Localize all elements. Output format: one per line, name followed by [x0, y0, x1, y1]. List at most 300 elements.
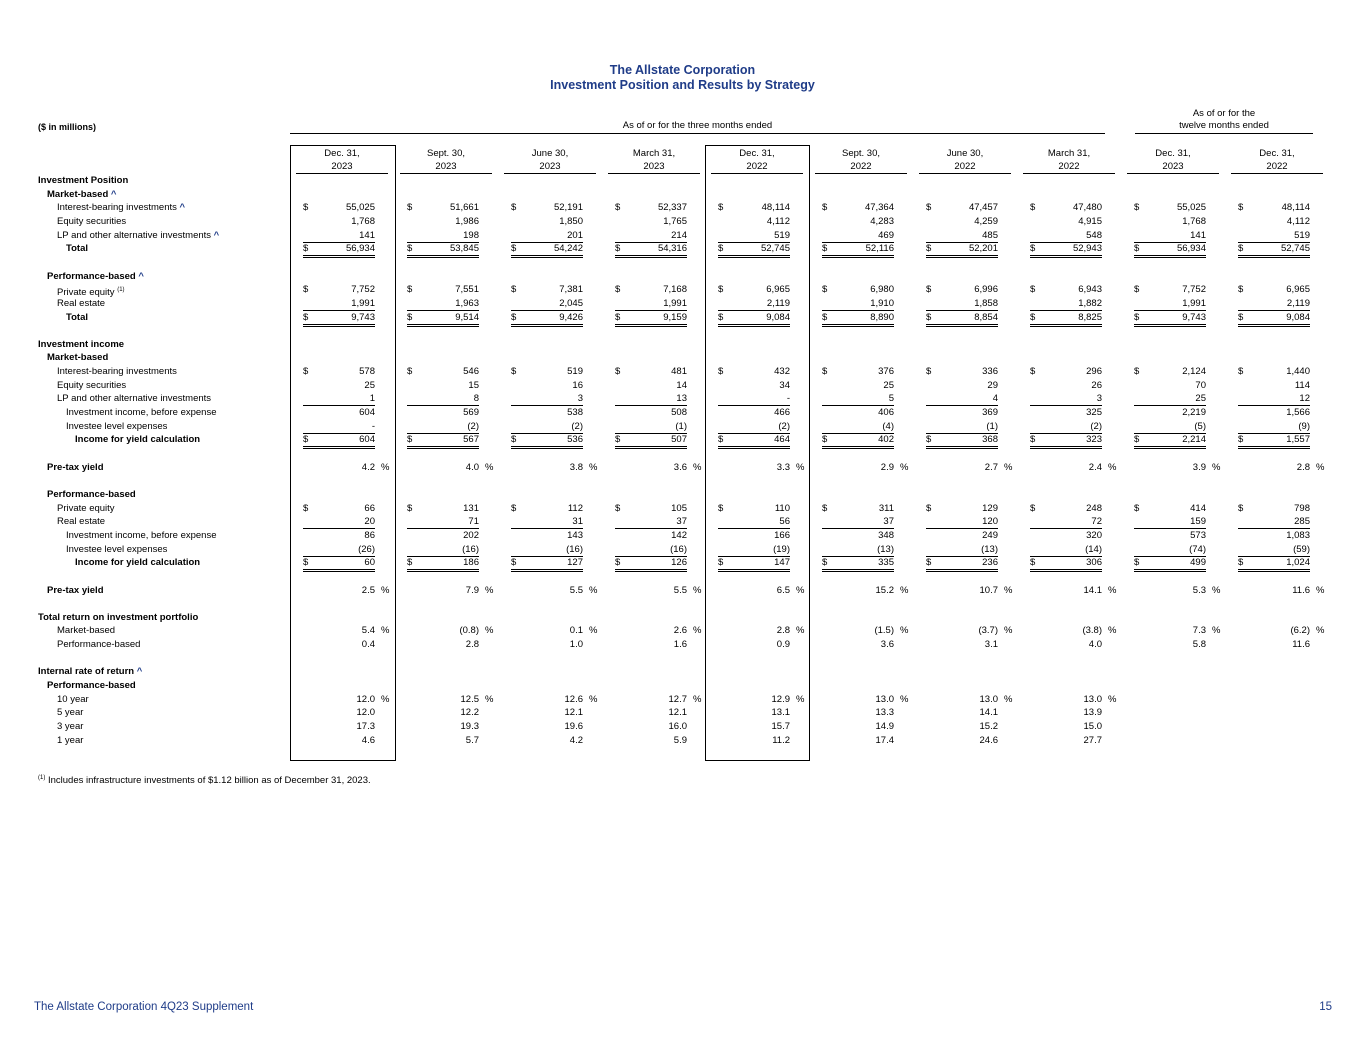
dollar-sign: $	[1030, 311, 1036, 323]
dollar-sign: $	[1134, 202, 1140, 214]
table-cell	[926, 312, 998, 327]
table-cell	[1134, 393, 1206, 406]
column-header-line2: 2023	[504, 161, 596, 175]
table-cell	[1134, 625, 1221, 637]
column-header-line1: March 31,	[1047, 148, 1091, 159]
table-cell	[1030, 284, 1102, 296]
cell-value: 1,024	[1286, 557, 1310, 569]
table-cell	[511, 584, 598, 597]
cell-value: 4,915	[1078, 215, 1102, 227]
cell-value: 4,259	[974, 215, 998, 227]
table-cell	[1238, 284, 1310, 296]
cell-value: 159	[1190, 516, 1206, 528]
dollar-sign: $	[1134, 502, 1140, 514]
cell-value: 485	[982, 229, 998, 241]
cell-value: 2,119	[1286, 297, 1310, 309]
cell-value: 5.5	[673, 584, 687, 596]
percent-sign: %	[589, 461, 598, 473]
dollar-sign: $	[615, 434, 621, 446]
cell-value: 1,083	[1286, 529, 1310, 541]
table-cell	[1030, 503, 1102, 515]
cell-value: 9,743	[351, 311, 375, 323]
table-cell	[1238, 216, 1310, 228]
table-cell	[926, 393, 998, 406]
dollar-sign: $	[1134, 366, 1140, 378]
table-cell	[615, 366, 687, 378]
table-cell	[1030, 434, 1102, 449]
cell-value: 569	[463, 407, 479, 419]
percent-sign: %	[589, 693, 598, 705]
cell-value: 14	[676, 379, 687, 391]
table-cell	[511, 461, 598, 474]
table-cell	[615, 284, 687, 296]
table-cell	[1030, 557, 1102, 572]
table-cell	[718, 516, 790, 529]
table-cell	[303, 530, 375, 542]
cell-value: 25	[883, 379, 894, 391]
cell-value: (1)	[986, 420, 998, 432]
caret-marker: ^	[138, 270, 144, 282]
dollar-sign: $	[926, 243, 932, 255]
cell-value: 368	[982, 434, 998, 446]
cell-value: 48,114	[761, 202, 790, 214]
cell-value: 1,557	[1286, 434, 1310, 446]
cell-value: (0.8)	[459, 625, 479, 637]
table-cell	[303, 434, 375, 449]
cell-value: 37	[676, 516, 687, 528]
table-cell	[1134, 503, 1206, 515]
cell-value: 0.1	[569, 625, 583, 637]
row-label-text: Internal rate of return	[38, 666, 135, 678]
table-cell	[511, 503, 583, 515]
table-cell	[407, 243, 479, 258]
table-cell	[718, 366, 790, 378]
cell-value: 16.0	[668, 721, 687, 732]
table-cell	[303, 243, 375, 258]
cell-value: 25	[1195, 393, 1206, 405]
row-label-text: Performance-based	[47, 680, 136, 692]
percent-sign: %	[693, 693, 702, 705]
cell-value: 1,986	[455, 215, 479, 227]
cell-value: 25	[364, 379, 375, 391]
column-header	[1023, 148, 1115, 174]
table-cell	[1134, 530, 1206, 542]
row-label-text: Pre-tax yield	[47, 584, 104, 596]
table-cell	[1134, 639, 1206, 651]
table-cell	[822, 707, 894, 719]
row-label-text: Real estate	[57, 516, 106, 528]
cell-value: 6,996	[974, 284, 998, 296]
table-cell	[407, 230, 479, 243]
cell-value: 285	[1294, 516, 1310, 528]
row-label-text: Income for yield calculation	[75, 434, 201, 446]
percent-sign: %	[589, 625, 598, 637]
table-cell	[822, 693, 909, 706]
dollar-sign: $	[511, 502, 517, 514]
row-label-text: 10 year	[57, 693, 89, 705]
table-cell	[718, 530, 790, 542]
percent-sign: %	[1108, 461, 1117, 473]
dollar-sign: $	[1030, 202, 1036, 214]
cell-value: 71	[468, 516, 479, 528]
table-cell	[511, 312, 583, 327]
table-cell	[1238, 380, 1310, 392]
column-header-line1: Sept. 30,	[841, 148, 881, 159]
table-cell	[822, 584, 909, 597]
column-header-line1: June 30,	[946, 148, 984, 159]
cell-value: 201	[567, 229, 583, 241]
table-cell	[1030, 393, 1102, 406]
table-cell	[407, 434, 479, 449]
table-cell	[1030, 461, 1117, 474]
row-label-text: Equity securities	[57, 379, 127, 391]
table-cell	[615, 461, 702, 474]
dollar-sign: $	[511, 434, 517, 446]
cell-value: 3.6	[880, 639, 894, 651]
footnote-mark: (1)	[38, 775, 46, 781]
percent-sign: %	[1004, 461, 1013, 473]
cell-value: (1.5)	[874, 625, 894, 637]
table-cell	[1134, 243, 1206, 258]
cell-value: (59)	[1293, 543, 1310, 555]
table-cell	[1134, 312, 1206, 327]
caret-marker: ^	[136, 666, 143, 678]
table-cell	[511, 639, 583, 651]
dollar-sign: $	[822, 284, 828, 296]
cell-value: 3.9	[1192, 461, 1206, 473]
row-label	[66, 530, 217, 542]
table-cell	[615, 693, 702, 706]
cell-value: 147	[774, 557, 790, 569]
cell-value: 3.3	[776, 461, 790, 473]
cell-value: 60	[364, 557, 375, 569]
cell-value: 2.8	[465, 639, 479, 651]
column-header-line1: Sept. 30,	[426, 148, 466, 159]
dollar-sign: $	[615, 311, 621, 323]
table-cell	[407, 202, 479, 214]
table-cell	[407, 584, 494, 597]
cell-value: 432	[774, 366, 790, 378]
table-cell	[1030, 380, 1102, 392]
table-cell	[1238, 434, 1310, 449]
cell-value: -	[371, 420, 375, 432]
cell-value: 2,119	[766, 297, 790, 309]
table-cell	[926, 516, 998, 529]
table-cell	[1134, 380, 1206, 392]
cell-value: 13	[676, 393, 687, 405]
row-label-text: Total	[66, 311, 88, 323]
dollar-sign: $	[511, 243, 517, 255]
cell-value: 16	[572, 379, 583, 391]
table-cell	[615, 421, 687, 434]
dollar-sign: $	[718, 557, 724, 569]
table-cell	[1134, 216, 1206, 228]
dollar-sign: $	[926, 366, 932, 378]
table-cell	[822, 421, 894, 434]
table-cell	[1238, 421, 1310, 434]
table-cell	[718, 639, 790, 651]
table-cell	[822, 516, 894, 529]
dollar-sign: $	[718, 202, 724, 214]
table-cell	[407, 721, 479, 733]
cell-value: 546	[463, 366, 479, 378]
dollar-sign: $	[615, 243, 621, 255]
table-cell	[303, 366, 375, 378]
table-cell	[615, 230, 687, 243]
row-label	[57, 380, 126, 392]
cell-value: 20	[364, 516, 375, 528]
table-cell	[1134, 434, 1206, 449]
percent-sign: %	[485, 693, 494, 705]
cell-value: 464	[774, 434, 790, 446]
table-cell	[407, 284, 479, 296]
table-cell	[1030, 407, 1102, 419]
cell-value: 11.6	[1292, 639, 1310, 651]
row-label-text: 3 year	[57, 721, 84, 732]
table-cell	[1030, 312, 1102, 327]
dollar-sign: $	[1238, 284, 1244, 296]
cell-value: 11.6	[1292, 584, 1310, 596]
cell-value: 14.9	[875, 721, 894, 732]
dollar-sign: $	[718, 284, 724, 296]
table-cell	[926, 298, 998, 311]
cell-value: 52,116	[865, 243, 894, 255]
cell-value: 325	[1086, 407, 1102, 419]
table-cell	[303, 625, 390, 637]
table-cell	[822, 735, 894, 747]
cell-value: 19.3	[460, 721, 479, 732]
table-cell	[511, 693, 598, 706]
cell-value: 19.6	[564, 721, 583, 732]
table-cell	[407, 693, 494, 706]
cell-value: 110	[774, 502, 790, 514]
dollar-sign: $	[718, 502, 724, 514]
cell-value: 54,316	[657, 243, 687, 255]
table-cell	[822, 544, 894, 557]
row-label	[66, 421, 167, 433]
dollar-sign: $	[1030, 366, 1036, 378]
dollar-sign: $	[1030, 434, 1036, 446]
cell-value: 538	[567, 407, 583, 419]
percent-sign: %	[381, 693, 390, 705]
table-cell	[1030, 202, 1102, 214]
row-label-text: Investment income	[38, 338, 125, 350]
table-cell	[407, 380, 479, 392]
cell-value: 47,364	[864, 202, 894, 214]
dollar-sign: $	[718, 243, 724, 255]
row-label-text: Real estate	[57, 297, 106, 309]
cell-value: 6,980	[870, 284, 894, 296]
cell-value: 5.7	[465, 734, 479, 746]
percent-sign: %	[900, 693, 909, 705]
cell-value: 236	[982, 557, 998, 569]
cell-value: 6,965	[1286, 284, 1310, 296]
table-cell	[615, 625, 702, 637]
cell-value: 469	[878, 229, 894, 241]
dollar-sign: $	[1030, 284, 1036, 296]
table-cell	[1238, 230, 1310, 243]
table-cell	[822, 284, 894, 296]
cell-value: 481	[671, 366, 687, 378]
cell-value: 2.4	[1088, 461, 1102, 473]
table-cell	[718, 421, 790, 434]
table-cell	[1030, 298, 1102, 311]
caret-marker: ^	[179, 202, 186, 214]
dollar-sign: $	[1238, 434, 1244, 446]
table-cell	[511, 721, 583, 733]
table-cell	[511, 380, 583, 392]
cell-value: 5.9	[673, 734, 687, 746]
dollar-sign: $	[926, 502, 932, 514]
percent-sign: %	[693, 625, 702, 637]
row-label-text: Income for yield calculation	[75, 557, 201, 569]
row-label	[38, 612, 198, 624]
cell-value: 112	[567, 502, 583, 514]
cell-value: 12.6	[564, 693, 583, 705]
row-label-text: Private equity	[57, 502, 115, 514]
cell-value: 1,991	[663, 297, 687, 309]
cell-value: 2.8	[1296, 461, 1310, 473]
cell-value: (9)	[1298, 420, 1310, 432]
table-cell	[511, 366, 583, 378]
table-cell	[1238, 393, 1310, 406]
cell-value: 15.2	[875, 584, 894, 596]
dollar-sign: $	[615, 557, 621, 569]
table-cell	[926, 693, 1013, 706]
table-cell	[1238, 503, 1310, 515]
table-cell	[1134, 584, 1221, 597]
cell-value: 567	[463, 434, 479, 446]
table-cell	[718, 735, 790, 747]
dollar-sign: $	[407, 311, 413, 323]
cell-value: (16)	[462, 543, 479, 555]
cell-value: 320	[1086, 529, 1102, 541]
cell-value: 12.1	[668, 707, 687, 719]
table-cell	[926, 243, 998, 258]
column-header-line2: 2022	[815, 161, 907, 175]
table-cell	[718, 461, 805, 474]
cell-value: 4.0	[1088, 639, 1102, 651]
cell-value: 52,337	[657, 202, 687, 214]
row-label	[38, 175, 128, 187]
cell-value: (1)	[675, 420, 687, 432]
table-cell	[511, 407, 583, 419]
group-twelve-months	[1135, 108, 1313, 132]
table-cell	[511, 557, 583, 572]
row-label-text: Equity securities	[57, 215, 127, 227]
page-subtitle: Investment Position and Results by Strategy	[550, 78, 815, 92]
row-label-text: LP and other alternative investments	[57, 393, 212, 405]
cell-value: 17.4	[875, 734, 894, 746]
row-label-text: Investment income, before expense	[66, 529, 217, 541]
dollar-sign: $	[511, 366, 517, 378]
cell-value: 166	[774, 529, 790, 541]
table-cell	[1238, 625, 1325, 637]
table-cell	[615, 735, 687, 747]
percent-sign: %	[1108, 584, 1117, 596]
row-label-text: Performance-based	[47, 270, 136, 282]
table-cell	[926, 284, 998, 296]
dollar-sign: $	[303, 557, 309, 569]
cell-value: 4,112	[766, 215, 790, 227]
cell-value: 9,084	[1286, 311, 1310, 323]
table-cell	[1134, 557, 1206, 572]
table-cell	[303, 407, 375, 419]
cell-value: (74)	[1189, 543, 1206, 555]
cell-value: 186	[463, 557, 479, 569]
row-label	[57, 707, 83, 719]
row-label-text: Total	[66, 243, 88, 255]
cell-value: 6.5	[776, 584, 790, 596]
cell-value: (3.8)	[1082, 625, 1102, 637]
table-cell	[615, 721, 687, 733]
cell-value: 8	[473, 393, 479, 405]
percent-sign: %	[1316, 461, 1325, 473]
cell-value: 7.9	[465, 584, 479, 596]
cell-value: 3	[1096, 393, 1102, 405]
cell-value: 1,910	[870, 297, 894, 309]
percent-sign: %	[381, 461, 390, 473]
cell-value: (19)	[773, 543, 790, 555]
row-label	[47, 585, 104, 597]
table-cell	[822, 639, 894, 651]
table-cell	[303, 216, 375, 228]
cell-value: 37	[883, 516, 894, 528]
row-label	[66, 312, 88, 324]
cell-value: (4)	[882, 420, 894, 432]
percent-sign: %	[796, 584, 805, 596]
cell-value: 1,850	[559, 215, 583, 227]
cell-value: 1,858	[974, 297, 998, 309]
row-label-text: Investment Position	[38, 175, 129, 186]
column-header-line2: 2023	[1127, 161, 1219, 175]
cell-value: 2.9	[880, 461, 894, 473]
cell-value: 114	[1294, 379, 1310, 391]
column-header	[919, 148, 1011, 174]
cell-value: 4.2	[361, 461, 375, 473]
table-cell	[303, 721, 375, 733]
table-cell	[511, 516, 583, 529]
cell-value: 202	[463, 529, 479, 541]
table-cell	[926, 421, 998, 434]
group-twelve-months-line2: twelve months ended	[1179, 120, 1269, 131]
row-label-text: 1 year	[57, 734, 84, 746]
cell-value: 70	[1195, 379, 1206, 391]
dollar-sign: $	[718, 311, 724, 323]
cell-value: 2,219	[1182, 407, 1206, 419]
table-cell	[615, 380, 687, 392]
table-cell	[718, 625, 805, 637]
units-label: ($ in millions)	[38, 122, 97, 132]
table-cell	[926, 230, 998, 243]
cell-value: 306	[1086, 557, 1102, 569]
dollar-sign: $	[615, 202, 621, 214]
cell-value: 2.8	[776, 625, 790, 637]
dollar-sign: $	[1134, 557, 1140, 569]
percent-sign: %	[1108, 693, 1117, 705]
table-cell	[303, 557, 375, 572]
dollar-sign: $	[303, 434, 309, 446]
table-cell	[822, 625, 909, 637]
table-cell	[407, 421, 479, 434]
cell-value: 1,440	[1286, 366, 1310, 378]
table-cell	[926, 735, 998, 747]
cell-value: 9,514	[455, 311, 479, 323]
table-cell	[303, 380, 375, 392]
dollar-sign: $	[615, 366, 621, 378]
dollar-sign: $	[1030, 557, 1036, 569]
percent-sign: %	[1108, 625, 1117, 637]
